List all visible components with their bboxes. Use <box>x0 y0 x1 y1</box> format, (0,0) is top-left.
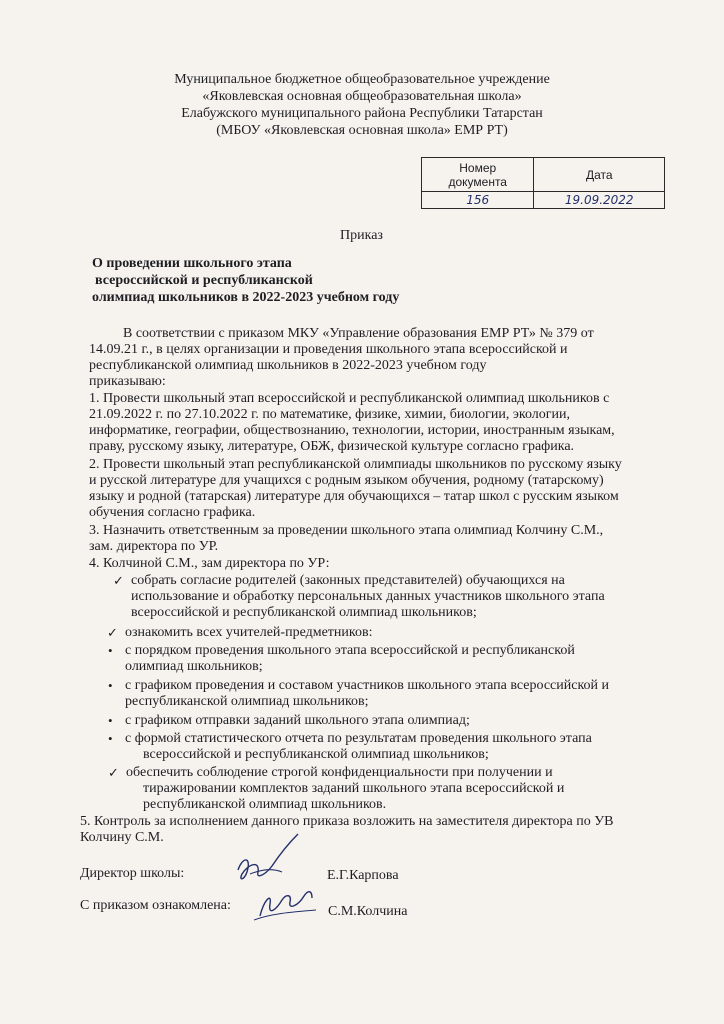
item3-line-1: 3. Назначить ответственным за проведении школьного этапа олимпиад Колчину С.М., <box>89 523 604 538</box>
director-name: Е.Г.Карпова <box>327 868 399 883</box>
item2-line-3: языку и родной (татарская) литературе для обучающихся – татар школ с русским языком <box>89 489 619 504</box>
director-label: Директор школы: <box>80 866 185 881</box>
sub4-line-2: республиканской олимпиад школьников; <box>125 694 369 709</box>
check-icon: ✓ <box>108 765 119 780</box>
sub3-line-2: олимпиад школьников; <box>125 659 263 674</box>
sub1-line-2: использование и обработку персональных данных участников школьного этапа <box>131 589 605 604</box>
item5-line-2: Колчину С.М. <box>80 830 164 845</box>
bullet-icon: • <box>108 731 113 746</box>
sub1-line-3: всероссийской и республиканской олимпиад школьников; <box>131 605 477 620</box>
item5-line-1: 5. Контроль за исполнением данного приказа возложить на заместителя директора по УВ <box>80 814 614 829</box>
document-number-table <box>421 157 665 209</box>
doc-number-value: 156 <box>422 192 534 209</box>
doc-number-header-line2: документа <box>448 174 507 189</box>
intro-line-1: В соответствии с приказом МКУ «Управление образования ЕМР РТ» № 379 от <box>123 326 594 341</box>
bullet-icon: • <box>108 643 113 658</box>
doc-date-header: Дата <box>534 158 665 192</box>
item1-line-4: праву, русскому языку, литературе, ОБЖ, физической культуре согласно графика. <box>89 439 575 454</box>
intro-line-2: 14.09.21 г., в целях организации и проведения школьного этапа всероссийской и <box>89 342 568 357</box>
header-line-1: Муниципальное бюджетное общеобразовательное учреждение <box>174 72 550 87</box>
subject-line-1: О проведении школьного этапа <box>92 256 292 271</box>
item1-line-2: 21.09.2022 г. по 27.10.2022 г. по математике, физике, химии, биологии, экологии, <box>89 407 571 422</box>
sub2-line-1: ознакомить всех учителей-предметников: <box>125 625 373 640</box>
sub3-line-1: с порядком проведения школьного этапа всероссийской и республиканской <box>125 643 575 658</box>
item2-line-4: обучения согласно графика. <box>89 505 256 520</box>
subject-line-3: олимпиад школьников в 2022-2023 учебном году <box>92 290 400 305</box>
handwritten-signatures <box>220 830 330 925</box>
intro-line-3: республиканской олимпиад школьников в 2022-2023 учебном году <box>89 358 487 373</box>
check-icon: ✓ <box>107 625 118 640</box>
doc-date-value: 19.09.2022 <box>534 192 665 209</box>
doc-number-header-line1: Номер <box>459 160 497 175</box>
order-subject <box>92 255 399 306</box>
ack-label: С приказом ознакомлена: <box>80 898 231 913</box>
sub7-line-2: тиражировании комплектов заданий школьного этапа всероссийской и <box>143 781 565 796</box>
item1-line-3: информатике, географии, обществознанию, технологии, истории, иностранным языкам, <box>89 423 615 438</box>
subject-line-2: всероссийской и республиканской <box>95 273 313 288</box>
ack-name: С.М.Колчина <box>328 904 408 919</box>
doc-number-header <box>422 158 534 192</box>
item3-line-2: зам. директора по УР. <box>89 539 219 554</box>
sub5-line-1: с графиком отправки заданий школьного этапа олимпиад; <box>125 713 470 728</box>
sub6-line-1: с формой статистического отчета по результатам проведения школьного этапа <box>125 731 592 746</box>
bullet-icon: • <box>108 713 113 728</box>
item2-line-1: 2. Провести школьный этап республиканской олимпиады школьников по русскому языку <box>89 457 622 472</box>
header-line-2: «Яковлевская основная общеобразовательная школа» <box>202 89 522 104</box>
sub7-line-1: обеспечить соблюдение строгой конфиденциальности при получении и <box>126 765 553 780</box>
header-line-4: (МБОУ «Яковлевская основная школа» ЕМР РТ) <box>216 123 508 138</box>
header-line-3: Елабужского муниципального района Республики Татарстан <box>181 106 543 121</box>
item1-line-1: 1. Провести школьный этап всероссийской и республиканской олимпиад школьников с <box>89 391 610 406</box>
sub6-line-2: всероссийской и республиканской олимпиад школьников; <box>143 747 489 762</box>
bullet-icon: • <box>108 678 113 693</box>
page-title: Приказ <box>340 228 383 243</box>
intro-line-4: приказываю: <box>89 374 166 389</box>
check-icon: ✓ <box>113 573 124 588</box>
item2-line-2: и русской литературе для учащихся с родным языком обучения, родному (татарскому) <box>89 473 604 488</box>
item4-line: 4. Колчиной С.М., зам директора по УР: <box>89 556 330 571</box>
sub4-line-1: с графиком проведения и составом участников школьного этапа всероссийской и <box>125 678 610 693</box>
sub7-line-3: республиканской олимпиад школьников. <box>143 797 387 812</box>
sub1-line-1: собрать согласие родителей (законных представителей) обучающихся на <box>131 573 565 588</box>
